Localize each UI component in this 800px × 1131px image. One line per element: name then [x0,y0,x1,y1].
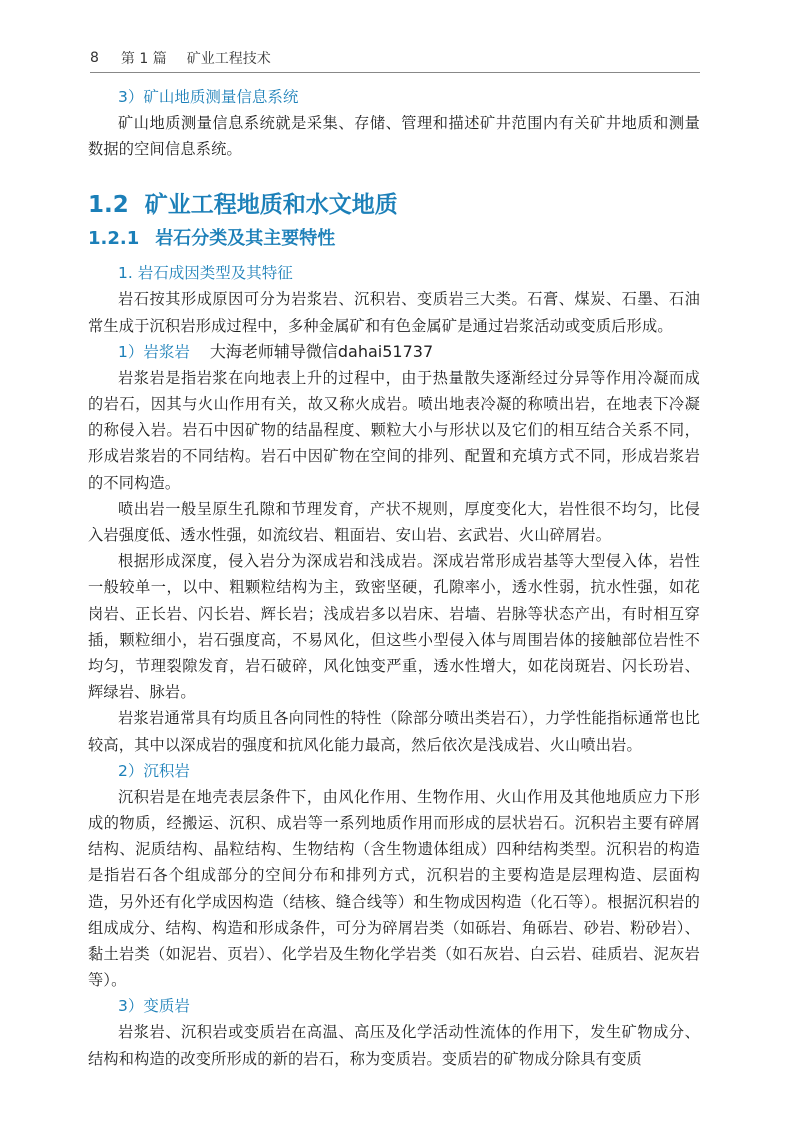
section-heading-1-2-1: 1.2.1 岩石分类及其主要特性 [88,228,336,250]
paragraph-igneous-1: 岩浆岩是指岩浆在向地表上升的过程中，由于热量散失逐渐经过分异等作用冷凝而成的岩石，因其与火山作用有关，故又称火成岩。喷出地表冷凝的称喷出岩，在地表下冷凝的称侵入岩。岩石中因矿物的结晶程度、颗粒大小与形状以及它们的相互结合关系不同，形成岩浆岩的不同结构。岩石中因矿物在空间的排列、配置和充填方式不同，形成岩浆岩的不同构造。 [88,368,700,492]
heading-metamorphic: 3）变质岩 [118,997,190,1016]
page-number: 8 [90,50,99,66]
paragraph-mine-gis: 矿山地质测量信息系统就是采集、存储、管理和描述矿井范围内有关矿井地质和测量数据的空间信息系统。 [88,114,700,159]
heading-sedimentary: 2）沉积岩 [118,761,190,780]
part-label: 第 1 篇 [120,51,167,67]
paragraph-igneous-4: 岩浆岩通常具有均质且各向同性的特性（除部分喷出类岩石），力学性能指标通常也比较高，其中以深成岩的强度和抗风化能力最高，然后依次是浅成岩、火山喷出岩。 [88,709,700,754]
paragraph-igneous-2: 喷出岩一般呈原生孔隙和节理发育，产状不规则，厚度变化大，岩性很不均匀，比侵入岩强度低、透水性强，如流纹岩、粗面岩、安山岩、玄武岩、火山碎屑岩。 [88,499,700,545]
running-header [90,46,700,70]
header-rule [90,72,700,73]
watermark-text: 大海老师辅导微信dahai51737 [209,341,434,361]
heading-rock-genesis: 1. 岩石成因类型及其特征 [118,264,293,283]
paragraph-igneous-3: 根据形成深度，侵入岩分为深成岩和浅成岩。深成岩常形成岩基等大型侵入体，岩性一般较单一，以中、粗颗粒结构为主，致密坚硬，孔隙率小，透水性弱，抗水性强，如花岗岩、正长岩、闪长岩、辉长岩；浅成岩多以岩床、岩墙、岩脉等状态产出，有时相互穿插，颗粒细小，岩石强度高，不易风化，但这些小型侵入体与周围岩体的接触部位岩性不均匀，节理裂隙发育，岩石破碎，风化蚀变严重，透水性增大，如花岗斑岩、闪长玢岩、辉绿岩、脉岩。 [88,552,700,702]
heading-mine-gis: 3）矿山地质测量信息系统 [118,88,299,106]
heading-igneous: 1）岩浆岩 大海老师辅导微信dahai51737 [118,341,434,361]
paragraph-rock-genesis: 岩石按其形成原因可分为岩浆岩、沉积岩、变质岩三大类。石膏、煤炭、石墨、石油常生成于沉积岩形成过程中，多种金属矿和有色金属矿是通过岩浆活动或变质后形成。 [88,290,700,335]
page-body [88,84,700,1072]
book-title: 矿业工程技术 [186,51,271,67]
paragraph-sedimentary: 沉积岩是在地壳表层条件下，由风化作用、生物作用、火山作用及其他地质应力下形成的物质，经搬运、沉积、成岩等一系列地质作用而形成的层状岩石。沉积岩主要有碎屑结构、泥质结构、晶粒结构、生物结构（含生物遗体组成）四种结构类型。沉积岩的构造是指岩石各个组成部分的空间分布和排列方式，沉积岩的主要构造是层理构造、层面构造，另外还有化学成因构造（结核、缝合线等）和生物成因构造（化石等）。根据沉积岩的组成成分、结构、构造和形成条件，可分为碎屑岩类（如砾岩、角砾岩、砂岩、粉砂岩）、黏土岩类（如泥岩、页岩）、化学岩及生物化学岩类（如石灰岩、白云岩、硅质岩、泥灰岩等）。 [88,787,700,990]
section-heading-1-2: 1.2 矿业工程地质和水文地质 [88,192,398,219]
paragraph-metamorphic: 岩浆岩、沉积岩或变质岩在高温、高压及化学活动性流体的作用下，发生矿物成分、结构和构造的改变所形成的新的岩石，称为变质岩。变质岩的矿物成分除具有变质 [88,1023,700,1068]
